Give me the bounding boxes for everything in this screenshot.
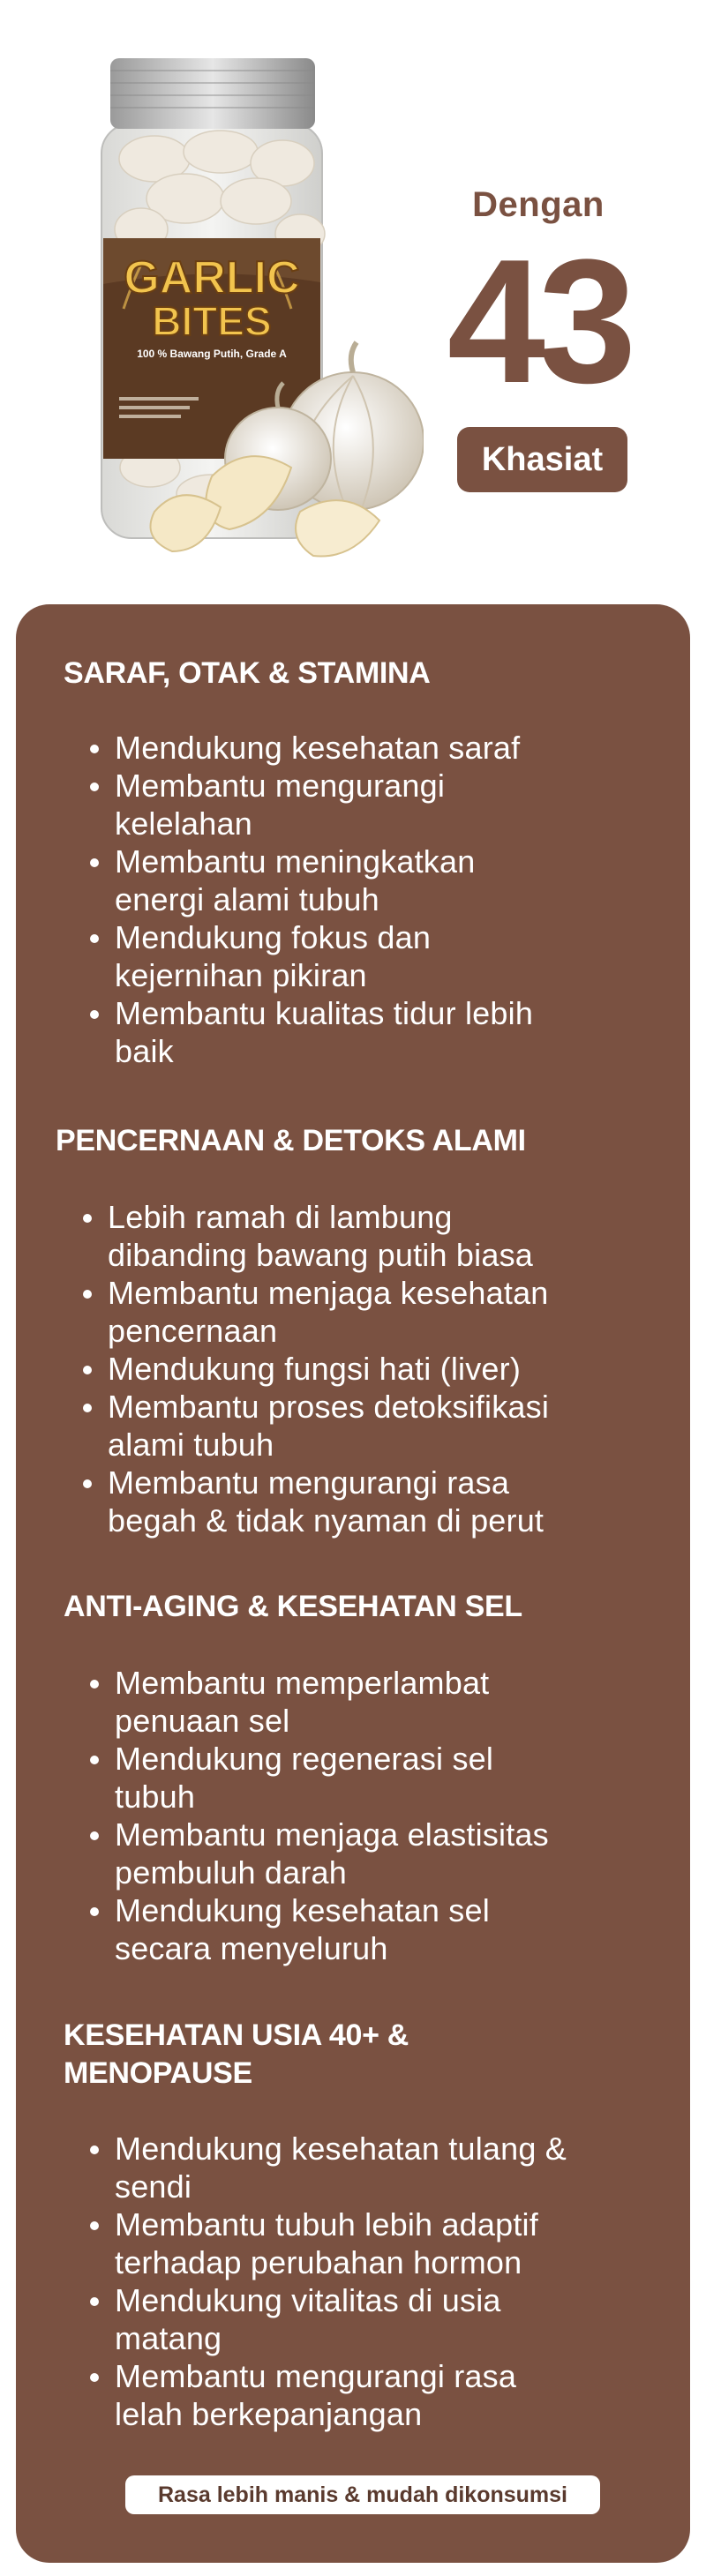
list-item: Lebih ramah di lambung dibanding bawang putih biasa <box>79 1198 662 1274</box>
section-list-usia <box>86 2130 660 2433</box>
hero <box>0 0 706 600</box>
list-item: Membantu mengurangi rasa lelah berkepanjangan <box>86 2357 660 2433</box>
jar-tagline: 100 % Bawang Putih, Grade A <box>137 348 287 360</box>
list-item: Mendukung kesehatan saraf <box>86 729 651 767</box>
section-title-pencernaan <box>56 1122 526 1160</box>
section-title-usia <box>64 2017 409 2093</box>
jar-brand-line1: GARLIC <box>124 252 300 303</box>
list-item: Mendukung fungsi hati (liver) <box>79 1350 662 1388</box>
section-title-line: PENCERNAAN & DETOKS ALAMI <box>56 1124 526 1157</box>
jar-brand-line2: BITES <box>152 298 272 344</box>
taste-badge: Rasa lebih manis & mudah dikonsumsi <box>125 2475 600 2514</box>
section-title-line: SARAF, OTAK & STAMINA <box>64 656 431 690</box>
list-item: Membantu menjaga kesehatan pencernaan <box>79 1274 662 1350</box>
section-title-line: MENOPAUSE <box>64 2056 252 2090</box>
list-item: Mendukung regenerasi sel tubuh <box>86 1740 660 1816</box>
list-item: Membantu proses detoksifikasi alami tubuh <box>79 1388 662 1464</box>
section-list-saraf <box>86 729 651 1070</box>
section-title-line: ANTI-AGING & KESEHATAN SEL <box>64 1590 522 1623</box>
section-title-line: KESEHATAN USIA 40+ & <box>64 2018 409 2052</box>
list-item: Membantu tubuh lebih adaptif terhadap perubahan hormon <box>86 2205 660 2281</box>
garlic-bites-jar-image <box>88 53 424 565</box>
list-item: Mendukung vitalitas di usia matang <box>86 2281 660 2357</box>
khasiat-badge: Khasiat <box>457 427 627 492</box>
list-item: Membantu meningkatkan energi alami tubuh <box>86 842 651 918</box>
list-item: Membantu mengurangi rasa begah & tidak nyaman di perut <box>79 1464 662 1539</box>
list-item: Membantu menjaga elastisitas pembuluh darah <box>86 1816 660 1891</box>
section-title-saraf <box>64 655 431 693</box>
list-item: Mendukung fokus dan kejernihan pikiran <box>86 918 651 994</box>
list-item: Membantu mengurangi kelelahan <box>86 767 651 842</box>
section-list-pencernaan <box>79 1198 662 1539</box>
list-item: Mendukung kesehatan tulang & sendi <box>86 2130 660 2205</box>
hero-prefix: Dengan <box>472 185 605 224</box>
section-title-anti-aging <box>64 1588 522 1626</box>
section-list-anti-aging <box>86 1664 660 1967</box>
list-item: Membantu kualitas tidur lebih baik <box>86 994 651 1070</box>
benefit-count: 43 <box>447 223 630 420</box>
list-item: Membantu memperlambat penuaan sel <box>86 1664 660 1740</box>
list-item: Mendukung kesehatan sel secara menyeluruh <box>86 1891 660 1967</box>
